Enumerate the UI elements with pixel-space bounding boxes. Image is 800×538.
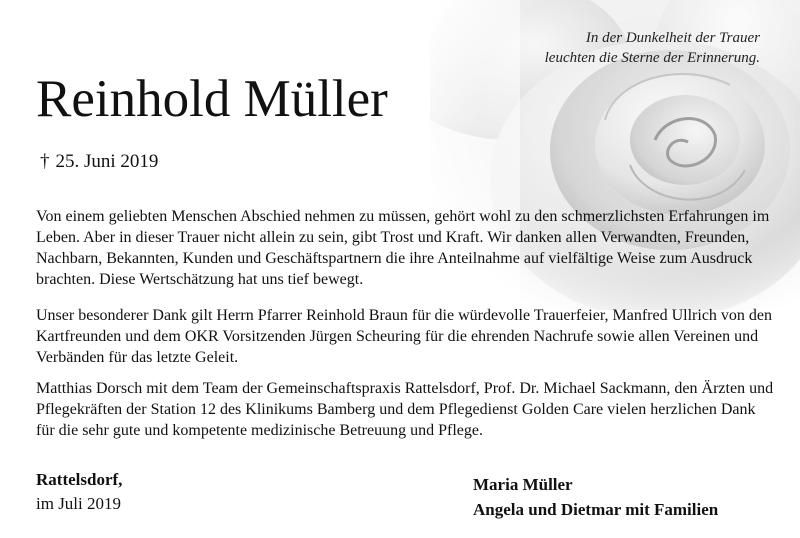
memorial-quote <box>545 28 760 68</box>
thanks-paragraph-1: Von einem geliebten Menschen Abschied nehmen zu müssen, gehört wohl zu den schmerzlichsten Erfahrungen im Leben. Aber in dieser Trauer nicht allein zu sein, gibt Trost und Kraft. Wir danken allen Verwandten, Freunden, Nachbarn, Bekannten, Kunden und Geschäftspartnern die ihre Anteilnahme auf vielfältige Weise zum Ausdruck brachten. Diese Wertschätzung hat uns tief bewegt. <box>36 208 770 288</box>
signatories <box>473 472 718 522</box>
signatory-1: Maria Müller <box>473 475 573 494</box>
place-town: Rattelsdorf, <box>36 470 123 489</box>
place-date: im Juli 2019 <box>36 494 122 513</box>
death-date-line <box>40 150 158 174</box>
thanks-paragraph-3: Matthias Dorsch mit dem Team der Gemeinschaftspraxis Rattelsdorf, Prof. Dr. Michael Sackmann, den Ärzten und Pflegekräften der Station 12 des Klinikums Bamberg und dem Pflegedienst Golden Care vielen herzlichen Dank für die sehr gute und kompetente medizinische Betreuung und Pflege. <box>36 380 774 439</box>
cross-icon: † <box>40 151 50 172</box>
quote-line-2: leuchten die Sterne der Erinnerung. <box>544 50 760 66</box>
quote-line-1: In der Dunkelheit der Trauer <box>585 30 760 46</box>
thanks-paragraph-2: Unser besonderer Dank gilt Herrn Pfarrer Reinhold Braun für die würdevolle Trauerfeier, Manfred Ullrich von den Kartfreunden und dem OKR Vorsitzenden Jürgen Scheuring für die ehrenden Nachrufe sowie allen Vereinen und Verbänden für das letzte Geleit. <box>36 307 773 366</box>
place-and-date <box>36 468 122 516</box>
death-date: 25. Juni 2019 <box>55 151 159 172</box>
signatory-2: Angela und Dietmar mit Familien <box>473 500 719 519</box>
deceased-name: Reinhold Müller <box>36 70 388 128</box>
